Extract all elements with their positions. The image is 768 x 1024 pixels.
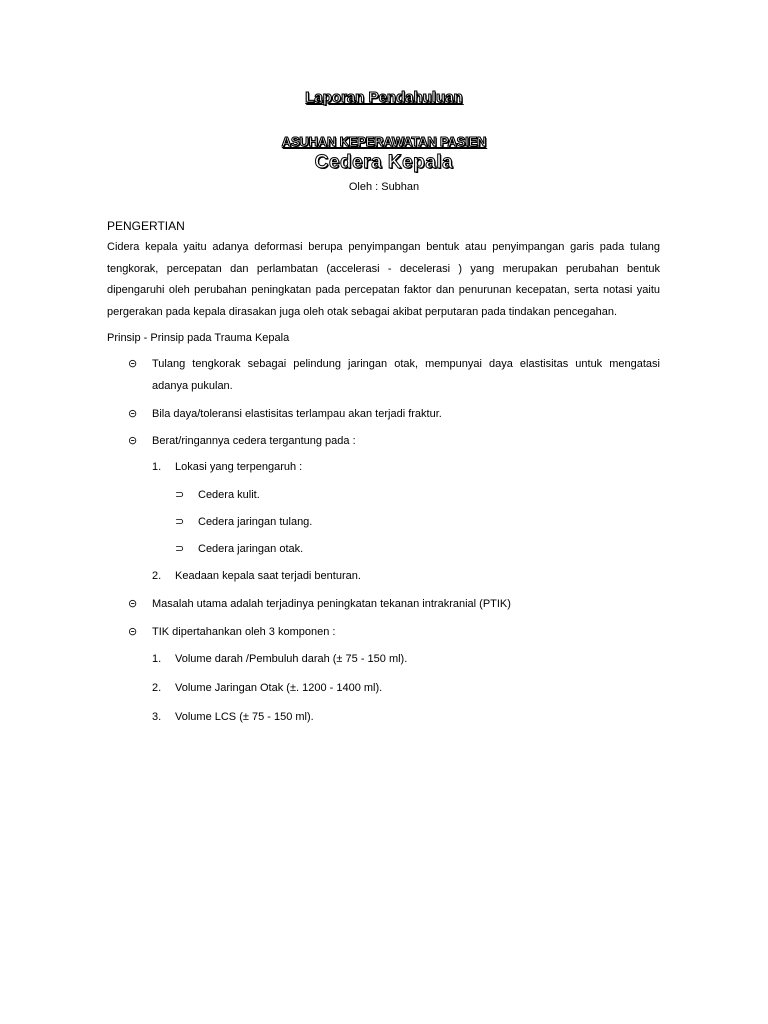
bullet-icon: ⊝ [128, 435, 138, 447]
principle-item-2: Bila daya/toleransi elastisitas terlampau akan terjadi fraktur. [152, 408, 442, 420]
arrow-icon: ⊃ [175, 516, 185, 528]
section-heading-definition: PENGERTIAN [107, 219, 185, 233]
arrow-icon: ⊃ [175, 489, 185, 501]
document-title: Laporan Pendahuluan [305, 89, 463, 106]
arrow-icon: ⊃ [175, 543, 185, 555]
sub-item-number: 1. [152, 461, 162, 473]
component-number: 3. [152, 711, 162, 723]
sub-item-location: Lokasi yang terpengaruh : [175, 461, 303, 473]
component-text: Volume Jaringan Otak (±. 1200 - 1400 ml). [175, 682, 383, 694]
principle-item-5: TIK dipertahankan oleh 3 komponen : [152, 626, 336, 638]
component-number: 1. [152, 653, 162, 665]
principles-heading: Prinsip - Prinsip pada Trauma Kepala [107, 332, 290, 344]
component-text: Volume LCS (± 75 - 150 ml). [175, 711, 314, 723]
definition-line: pergerakan pada kepala dirasakan juga oleh otak sebagai akibat perputaran pada tindakan pencegahan. [107, 305, 618, 318]
principle-item-4: Masalah utama adalah terjadinya peningkatan tekanan intrakranial (PTIK) [152, 598, 511, 610]
document-topic: Cedera Kepala [314, 152, 454, 173]
bullet-icon: ⊝ [128, 408, 138, 420]
sub-item-impact: Keadaan kepala saat terjadi benturan. [175, 570, 361, 582]
definition-paragraph [107, 240, 660, 326]
location-point: Cedera kulit. [198, 489, 260, 501]
principle-item-1 [152, 357, 660, 400]
sub-item-number: 2. [152, 570, 162, 582]
component-text: Volume darah /Pembuluh darah (± 75 - 150 ml). [175, 653, 408, 665]
location-point: Cedera jaringan otak. [198, 543, 304, 555]
component-number: 2. [152, 682, 162, 694]
document-subtitle: ASUHAN KEPERAWATAN PASIEN [281, 134, 487, 149]
principle-item-1-line: Tulang tengkorak sebagai pelindung jaringan otak, mempunyai daya elastisitas untuk mengatasi [152, 358, 660, 370]
principle-item-1-line: adanya pukulan. [152, 379, 233, 392]
definition-line: tengkorak, percepatan dan perlambatan (accelerasi - decelerasi ) yang merupakan perubahan bentuk [107, 262, 660, 275]
principle-item-3: Berat/ringannya cedera tergantung pada : [152, 435, 356, 447]
location-point: Cedera jaringan tulang. [198, 516, 313, 528]
bullet-icon: ⊝ [128, 358, 138, 370]
definition-line: dipengaruhi oleh perubahan peningkatan pada percepatan faktor dan penurunan kecepatan, serta notasi yaitu [107, 284, 660, 296]
bullet-icon: ⊝ [128, 626, 138, 638]
definition-line: Cidera kepala yaitu adanya deformasi berupa penyimpangan bentuk atau penyimpangan garis pada tulang [107, 241, 660, 253]
author-line: Oleh : Subhan [348, 181, 420, 193]
bullet-icon: ⊝ [128, 598, 138, 610]
